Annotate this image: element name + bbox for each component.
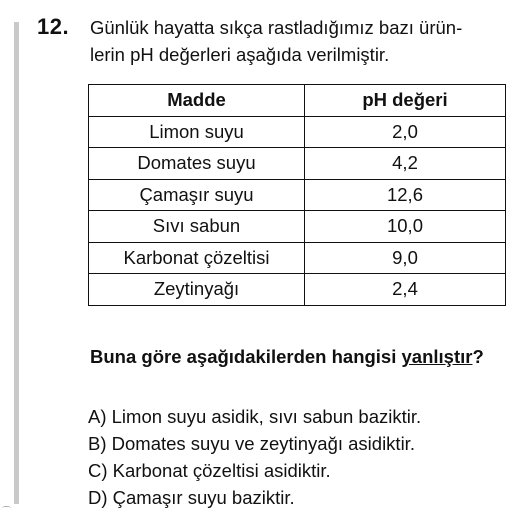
cell-madde: Domates suyu <box>89 148 305 180</box>
cell-ph: 12,6 <box>305 179 506 211</box>
cell-ph: 9,0 <box>305 242 506 274</box>
column-header-madde: Madde <box>89 85 305 117</box>
prompt-underlined-word: yanlıştır <box>401 346 473 367</box>
prompt-lead: Buna göre aşağıdakilerden hangisi <box>90 346 402 367</box>
question-prompt <box>90 346 484 368</box>
prompt-tail: ? <box>472 346 484 367</box>
table-row <box>89 179 506 211</box>
table-row <box>89 148 506 180</box>
answer-options <box>88 403 421 511</box>
table-row <box>89 116 506 148</box>
table-row <box>89 211 506 243</box>
question-text <box>90 14 515 68</box>
option-b[interactable]: B) Domates suyu ve zeytinyağı asidiktir. <box>88 433 415 454</box>
cell-madde: Çamaşır suyu <box>89 179 305 211</box>
option-a[interactable]: A) Limon suyu asidik, sıvı sabun baziktir. <box>88 406 422 427</box>
column-header-ph: pH değeri <box>305 85 506 117</box>
ph-table <box>88 84 506 306</box>
cell-ph: 10,0 <box>305 211 506 243</box>
cell-madde: Karbonat çözeltisi <box>89 242 305 274</box>
table-row <box>89 274 506 306</box>
left-margin-bar <box>14 22 19 504</box>
question-number: 12. <box>37 14 70 39</box>
question-text-line-2: lerin pH değerleri aşağıda verilmiştir. <box>90 44 390 65</box>
cell-madde: Limon suyu <box>89 116 305 148</box>
table-row <box>89 242 506 274</box>
cell-madde: Zeytinyağı <box>89 274 305 306</box>
option-d[interactable]: D) Çamaşır suyu baziktir. <box>88 487 295 508</box>
option-c[interactable]: C) Karbonat çözeltisi asidiktir. <box>88 460 331 481</box>
cell-madde: Sıvı sabun <box>89 211 305 243</box>
cell-ph: 2,0 <box>305 116 506 148</box>
cell-ph: 4,2 <box>305 148 506 180</box>
table-header-row <box>89 85 506 117</box>
corner-mark-icon: ⌒ <box>2 506 12 516</box>
question-text-line-1: Günlük hayatta sıkça rastladığımız bazı ürün- <box>90 17 463 38</box>
cell-ph: 2,4 <box>305 274 506 306</box>
